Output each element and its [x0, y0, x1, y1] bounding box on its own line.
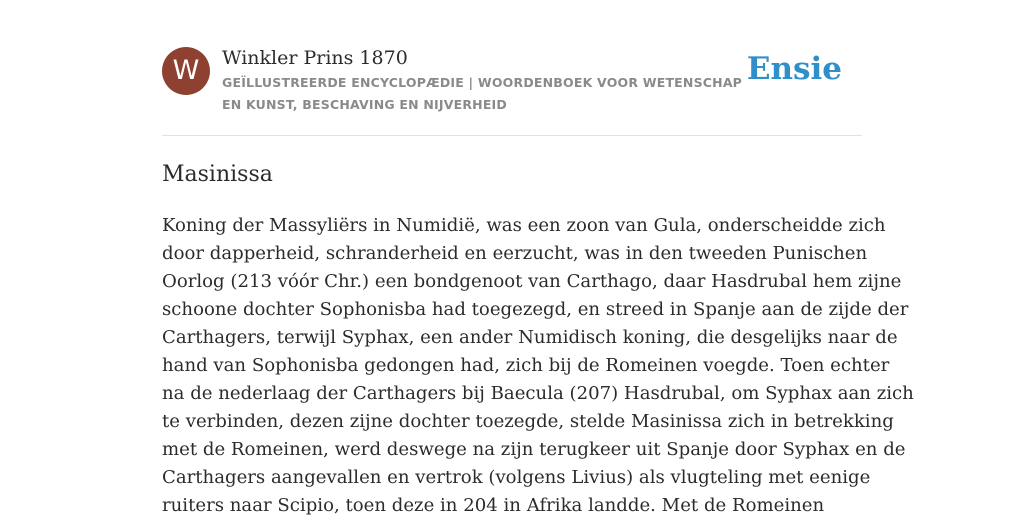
article-body-line: Carthagers aangevallen en vertrok (volgens Livius) als vlugteling met eenige [162, 467, 871, 488]
article-body [162, 212, 914, 520]
article-title: Masinissa [162, 162, 273, 187]
article-body-line: Oorlog (213 vóór Chr.) een bondgenoot van Carthago, daar Hasdrubal hem zijne [162, 271, 902, 292]
article-body-line: hand van Sophonisba gedongen had, zich bij de Romeinen voegde. Toen echter [162, 355, 890, 376]
article-body-line: na de nederlaag der Carthagers bij Baecula (207) Hasdrubal, om Syphax aan zich [162, 383, 914, 404]
article-body-line: door dapperheid, schranderheid en eerzucht, was in den tweeden Punischen [162, 243, 868, 264]
source-header [162, 45, 862, 135]
article-body-line: met de Romeinen, werd deswege na zijn terugkeer uit Spanje door Syphax en de [162, 439, 906, 460]
source-title[interactable]: Winkler Prins 1870 [222, 47, 408, 69]
article-body-line: Carthagers, terwijl Syphax, een ander Numidisch koning, die desgelijks naar de [162, 327, 898, 348]
article-body-line: ruiters naar Scipio, toen deze in 204 in Afrika landde. Met de Romeinen [162, 495, 825, 516]
ensie-logo[interactable]: Ensie [746, 51, 842, 87]
article-body-line: Koning der Massyliërs in Numidië, was een zoon van Gula, onderscheidde zich [162, 215, 886, 236]
source-subtitle: GEÏLLUSTREERDE ENCYCLOPÆDIE | WOORDENBOEK VOOR WETENSCHAP EN KUNST, BESCHAVING EN NIJVERHEID [222, 75, 743, 112]
source-avatar[interactable]: W [162, 47, 210, 95]
article-body-line: schoone dochter Sophonisba had toegezegd, en streed in Spanje aan de zijde der [162, 299, 909, 320]
header-divider [162, 135, 862, 136]
article-body-line: te verbinden, dezen zijne dochter toezegde, stelde Masinissa zich in betrekking [162, 411, 894, 432]
